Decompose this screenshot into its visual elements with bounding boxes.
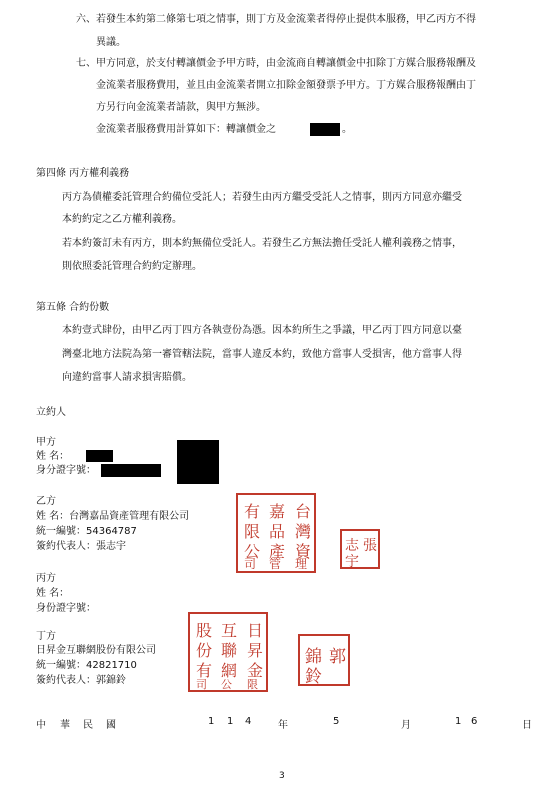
clause-seven-line2: 金流業者服務費用，並且由金流業者開立扣除金額發票予甲方。丁方媒合服務報酬由丁 [96,80,476,91]
signatories-heading: 立約人 [36,407,66,418]
party-b-name-line: 姓 名：台灣嘉品資產管理有限公司 [36,511,190,522]
seal-char: 聯 [221,641,238,660]
seal-char: 錦 [305,647,322,667]
party-a-name-label: 姓 名： [36,451,70,462]
article5-line3: 向違約當事人請求損害賠償。 [62,372,192,383]
party-b-tax-line: 統一編號：54364787 [36,526,137,537]
party-a-name-redaction [86,450,113,462]
clause-six-line1: 六、若發生本約第二條第七項之情事，則丁方及金流業者得停止提供本服務，甲乙丙方不得 [76,14,476,25]
party-b-rep-line: 簽約代表人：張志宇 [36,541,126,552]
party-a-seal-redaction [177,440,219,484]
seal-char: 品 [269,522,286,541]
date-day-digit: 6 [471,716,478,727]
party-d-rep-line: 簽約代表人：郭錦鈴 [36,675,126,686]
date-year-digit: 1 [208,716,215,727]
clause-seven-line3: 方另行向金流業者請款，與甲方無涉。 [96,102,266,113]
seal-char: 資 [295,542,312,561]
date-era-char: 國 [106,720,116,731]
article5-title: 第五條 合約份數 [36,302,110,313]
party-b-rep-seal [340,529,380,569]
seal-char: 互 [221,621,238,640]
seal-char: 鈴 [305,667,322,687]
seal-char: 台 [295,502,312,521]
seal-char: 日 [247,621,264,640]
seal-char: 有 [244,502,261,521]
seal-char: 司 [244,557,257,571]
date-month-unit: 月 [401,720,411,731]
party-d-rep-seal [298,634,350,686]
clause-six-line2: 異議。 [96,37,126,48]
party-d-company-seal [188,612,268,692]
seal-char: 有 [196,661,213,680]
seal-char: 股 [196,621,213,640]
party-b-label: 乙方 [36,496,56,507]
date-day-digit: 1 [455,716,462,727]
date-year-digit: 1 [227,716,234,727]
article4-p2-line2: 則依照委託管理合約約定辦理。 [62,261,202,272]
seal-char: 限 [247,678,258,691]
article4-p2-line1: 若本約簽訂未有丙方，則本約無備位受託人。若發生乙方無法擔任受託人權利義務之情事， [62,238,462,249]
seal-char: 理 [295,557,308,571]
seal-char: 份 [196,641,213,660]
article5-line1: 本約壹式肆份，由甲乙丙丁四方各執壹份為憑。因本約所生之爭議，甲乙丙丁四方同意以臺 [62,325,462,336]
seal-char: 公 [244,542,261,561]
seal-char: 嘉 [269,502,286,521]
date-day-unit: 日 [522,720,532,731]
article4-p1-line1: 丙方為債權委託管理合約備位受託人；若發生由丙方繼受受託人之情事，則丙方同意亦繼受 [62,192,462,203]
party-d-name-line: 日昇金互聯網股份有限公司 [36,645,156,656]
seal-char: 郭 [329,647,346,667]
seal-char: 昇 [247,641,264,660]
party-d-tax-line: 統一編號：42821710 [36,660,137,671]
article4-title: 第四條 丙方權利義務 [36,168,130,179]
party-c-id-label: 身份證字號： [36,603,96,614]
clause-seven-line1: 七、甲方同意，於支付轉讓價金予甲方時，由金流商自轉讓價金中扣除丁方媒合服務報酬及 [76,58,476,69]
party-a-id-label: 身分證字號： [36,465,96,476]
seal-char: 灣 [295,522,312,541]
date-era-char: 中 [36,720,46,731]
seal-char: 公 [221,678,232,691]
seal-char: 管 [269,557,282,571]
clause-seven-line4: 金流業者服務費用計算如下：轉讓價金之 [96,124,276,135]
seal-char: 金 [247,661,264,680]
date-month: 5 [333,716,340,727]
party-c-label: 丙方 [36,573,56,584]
date-year-unit: 年 [278,720,288,731]
seal-char: 司 [196,678,207,691]
party-a-id-redaction [101,464,161,477]
seal-char: 產 [269,542,286,561]
article4-p1-line2: 本約約定之乙方權利義務。 [62,214,182,225]
date-year-digit: 4 [245,716,252,727]
clause-seven-line4-end: 。 [342,124,352,135]
party-a-label: 甲方 [36,437,56,448]
seal-char: 網 [221,661,238,680]
party-c-name-label: 姓 名： [36,588,70,599]
seal-char: 限 [244,522,261,541]
page-number: 3 [279,771,285,781]
date-era-char: 華 [60,720,70,731]
party-b-company-seal [236,493,316,573]
seal-char: 志 [345,538,359,554]
seal-char: 張 [363,538,377,554]
seal-char: 宇 [345,554,359,570]
fee-redaction [310,123,340,136]
date-era-char: 民 [83,720,93,731]
article5-line2: 灣臺北地方法院為第一審管轄法院，當事人違反本約，致他方當事人受損害，他方當事人得 [62,349,462,360]
party-d-label: 丁方 [36,631,56,642]
